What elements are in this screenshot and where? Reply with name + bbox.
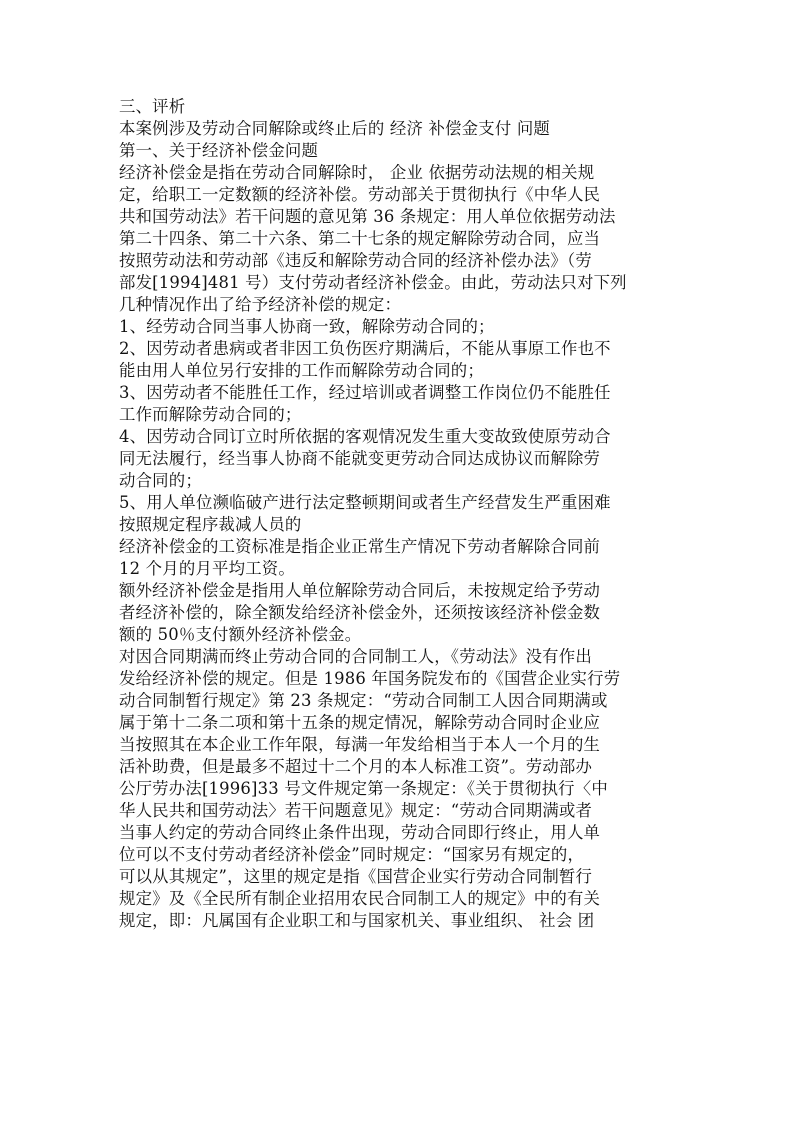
text-line: 当按照其在本企业工作年限，每满一年发给相当于本人一个月的生 [119, 735, 601, 754]
text-line: 规定，即：凡属国有企业职工和与国家机关、事业组织、 社会 团 [119, 911, 595, 930]
text-line: 额外经济补偿金是指用人单位解除劳动合同后，未按规定给予劳动 [119, 581, 601, 600]
text-line: 共和国劳动法》若干问题的意见第 36 条规定：用人单位依据劳动法 [119, 207, 616, 226]
text-line: 定，给职工一定数额的经济补偿。劳动部关于贯彻执行《中华人民 [119, 185, 601, 204]
text-line: 动合同的； [119, 471, 202, 490]
text-line: 第二十四条、第二十六条、第二十七条的规定解除劳动合同，应当 [119, 229, 601, 248]
text-line: 按照规定程序裁减人员的 [119, 515, 302, 534]
section-heading: 三、评析 [119, 97, 186, 116]
text-line: 规定》及《全民所有制企业招用农民合同制工人的规定》中的有关 [119, 889, 601, 908]
text-line: 3、因劳动者不能胜任工作，经过培训或者调整工作岗位仍不能胜任 [119, 383, 611, 402]
text-line: 华人民共和国劳动法〉若干问题意见》规定：“劳动合同期满或者 [119, 801, 593, 820]
text-line: 同无法履行，经当事人协商不能就变更劳动合同达成协议而解除劳 [119, 449, 601, 468]
text-line: 本案例涉及劳动合同解除或终止后的 经济 补偿金支付 问题 [119, 119, 550, 138]
text-line: 者经济补偿的，除全额发给经济补偿金外，还须按该经济补偿金数 [119, 603, 601, 622]
text-line: 可以从其规定”，这里的规定是指《国营企业实行劳动合同制暂行 [119, 867, 593, 886]
text-line: 发给经济补偿的规定。但是 1986 年国务院发布的《国营企业实行劳 [119, 669, 621, 688]
text-line: 经济补偿金的工资标准是指企业正常生产情况下劳动者解除合同前 [119, 537, 601, 556]
text-line: 5、用人单位濒临破产进行法定整顿期间或者生产经营发生严重困难 [119, 493, 611, 512]
text-line: 当事人约定的劳动合同终止条件出现，劳动合同即行终止，用人单 [119, 823, 601, 842]
text-line: 4、因劳动合同订立时所依据的客观情况发生重大变故致使原劳动合 [119, 427, 611, 446]
subsection-heading: 第一、关于经济补偿金问题 [119, 141, 319, 160]
text-line: 属于第十二条二项和第十五条的规定情况，解除劳动合同时企业应 [119, 713, 601, 732]
text-line: 活补助费，但是最多不超过十二个月的本人标准工资”。劳动部办 [119, 757, 593, 776]
text-line: 额的 50％支付额外经济补偿金。 [119, 625, 362, 644]
text-line: 工作而解除劳动合同的； [119, 405, 302, 424]
text-line: 位可以不支付劳动者经济补偿金”同时规定：“国家另有规定的， [119, 845, 585, 864]
text-line: 2、因劳动者患病或者非因工负伤医疗期满后，不能从事原工作也不 [119, 339, 611, 358]
text-line: 经济补偿金是指在劳动合同解除时， 企业 依据劳动法规的相关规 [119, 163, 595, 182]
text-line: 12 个月的月平均工资。 [119, 559, 295, 578]
text-line: 1、经劳动合同当事人协商一致，解除劳动合同的； [119, 317, 495, 336]
text-line: 能由用人单位另行安排的工作而解除劳动合同的； [119, 361, 484, 380]
text-line: 对因合同期满而终止劳动合同的合同制工人，《劳动法》没有作出 [119, 647, 592, 666]
text-line: 动合同制暂行规定》第 23 条规定：“劳动合同制工人因合同期满或 [119, 691, 608, 710]
text-line: 几种情况作出了给予经济补偿的规定： [119, 295, 402, 314]
document-body [119, 96, 679, 932]
text-line: 公厅劳办法[1996]33 号文件规定第一条规定：《关于贯彻执行〈中 [119, 779, 608, 798]
text-line: 按照劳动法和劳动部《违反和解除劳动合同的经济补偿办法》（劳 [119, 251, 592, 270]
text-line: 部发[1994]481 号）支付劳动者经济补偿金。由此，劳动法只对下列 [119, 273, 627, 292]
